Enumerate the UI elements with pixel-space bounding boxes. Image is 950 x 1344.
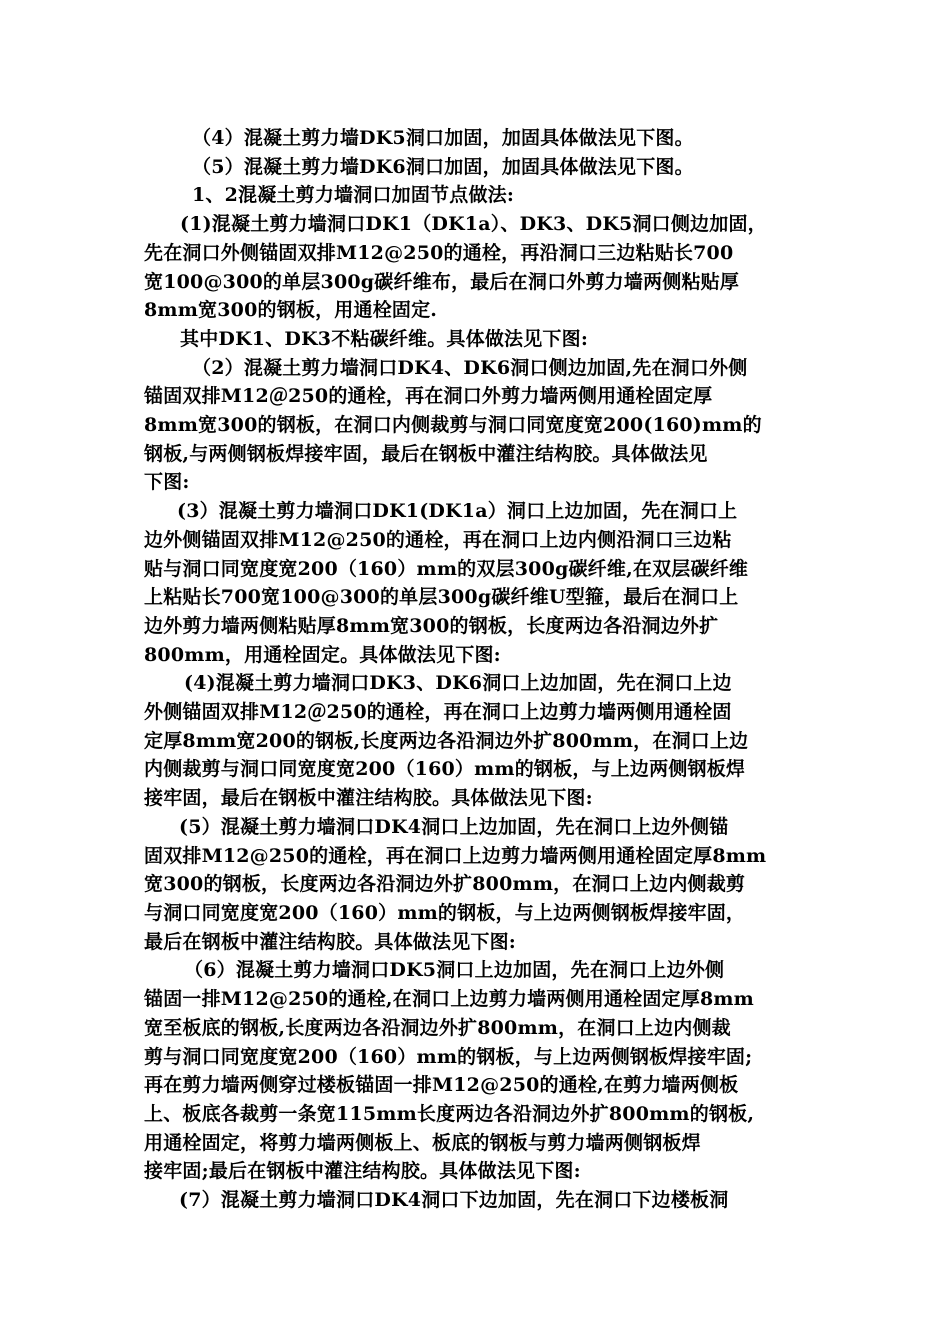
section-heading-1-2: 1、2混凝土剪力墙洞口加固节点做法: xyxy=(192,184,515,207)
text-line: (3）混凝土剪力墙洞口DK1(DK1a）洞口上边加固，先在洞口上 xyxy=(177,500,738,523)
text-line-item-5: （5）混凝土剪力墙DK6洞口加固，加固具体做法见下图。 xyxy=(192,155,694,178)
text-line: (7）混凝土剪力墙洞口DK4洞口下边加固，先在洞口下边楼板洞 xyxy=(179,1189,729,1212)
text-line: (4)混凝土剪力墙洞口DK3、DK6洞口上边加固，先在洞口上边 xyxy=(184,672,732,695)
text-line: 上粘贴长700宽100@300的单层300g碳纤维U型箍，最后在洞口上 xyxy=(144,586,739,609)
text-line: 定厚8mm宽200的钢板,长度两边各沿洞边外扩800mm，在洞口上边 xyxy=(144,729,749,752)
text-line: 边外剪力墙两侧粘贴厚8mm宽300的钢板，长度两边各沿洞边外扩 xyxy=(144,614,719,637)
text-line: 用通栓固定，将剪力墙两侧板上、板底的钢板与剪力墙两侧钢板焊 xyxy=(144,1131,701,1154)
text-line-item-4: （4）混凝土剪力墙DK5洞口加固，加固具体做法见下图。 xyxy=(192,127,694,149)
text-line: 再在剪力墙两侧穿过楼板锚固一排M12@250的通栓,在剪力墙两侧板 xyxy=(144,1074,739,1097)
text-line: 固双排M12@250的通栓，再在洞口上边剪力墙两侧用通栓固定厚8mm xyxy=(144,844,767,867)
text-line: 接牢固，最后在钢板中灌注结构胶。具体做法见下图: xyxy=(144,787,593,810)
text-line: 剪与洞口同宽度宽200（160）mm的钢板，与上边两侧钢板焊接牢固; xyxy=(144,1045,753,1068)
text-line: 最后在钢板中灌注结构胶。具体做法见下图: xyxy=(144,930,517,953)
text-line: 与洞口同宽度宽200（160）mm的钢板，与上边两侧钢板焊接牢固， xyxy=(144,901,746,924)
text-line: 下图: xyxy=(144,471,190,494)
text-line: 外侧锚固双排M12＠250的通栓，再在洞口上边剪力墙两侧用通栓固 xyxy=(144,701,732,724)
text-line: 接牢固;最后在钢板中灌注结构胶。具体做法见下图: xyxy=(144,1160,581,1183)
text-line: 8mm宽300的钢板，在洞口内侧裁剪与洞口同宽度宽200(160)mm的 xyxy=(144,414,762,437)
text-line: 贴与洞口同宽度宽200（160）mm的双层300g碳纤维,在双层碳纤维 xyxy=(144,557,749,580)
text-line: 锚固一排M12@250的通栓,在洞口上边剪力墙两侧用通栓固定厚8mm xyxy=(144,988,754,1011)
text-line: 宽300的钢板，长度两边各沿洞边外扩800mm，在洞口上边内侧裁剪 xyxy=(144,873,746,896)
document-body xyxy=(144,124,814,1215)
text-line: 锚固双排M12＠250的通栓，再在洞口外剪力墙两侧用通栓固定厚 xyxy=(144,385,713,408)
text-line: （6）混凝土剪力墙洞口DK5洞口上边加固，先在洞口上边外侧 xyxy=(184,959,725,982)
text-line: (1)混凝土剪力墙洞口DK1（DK1a）、DK3、DK5洞口侧边加固， xyxy=(180,213,767,236)
text-line: (5）混凝土剪力墙洞口DK4洞口上边加固，先在洞口上边外侧锚 xyxy=(179,815,729,838)
text-line: 其中DK1、DK3不粘碳纤维。具体做法见下图: xyxy=(180,327,589,350)
text-line: 钢板,与两侧钢板焊接牢固，最后在钢板中灌注结构胶。具体做法见 xyxy=(144,442,708,465)
text-line: 先在洞口外侧锚固双排M12@250的通栓，再沿洞口三边粘贴长700 xyxy=(144,241,734,264)
text-line: 宽100@300的单层300g碳纤维布，最后在洞口外剪力墙两侧粘贴厚 xyxy=(144,270,740,293)
text-line: 宽至板底的钢板,长度两边各沿洞边外扩800mm，在洞口上边内侧裁 xyxy=(144,1016,731,1039)
text-line: 8mm宽300的钢板，用通栓固定. xyxy=(144,299,438,322)
text-line: （2）混凝土剪力墙洞口DK4、DK6洞口侧边加固,先在洞口外侧 xyxy=(192,356,748,379)
text-line: 内侧裁剪与洞口同宽度宽200（160）mm的钢板，与上边两侧钢板焊 xyxy=(144,758,746,781)
text-line: 上、板底各裁剪一条宽115mm长度两边各沿洞边外扩800mm的钢板, xyxy=(144,1102,755,1125)
text-line: 边外侧锚固双排M12@250的通栓，再在洞口上边内侧沿洞口三边粘 xyxy=(144,528,732,551)
text-line: 800mm，用通栓固定。具体做法见下图: xyxy=(144,643,501,666)
